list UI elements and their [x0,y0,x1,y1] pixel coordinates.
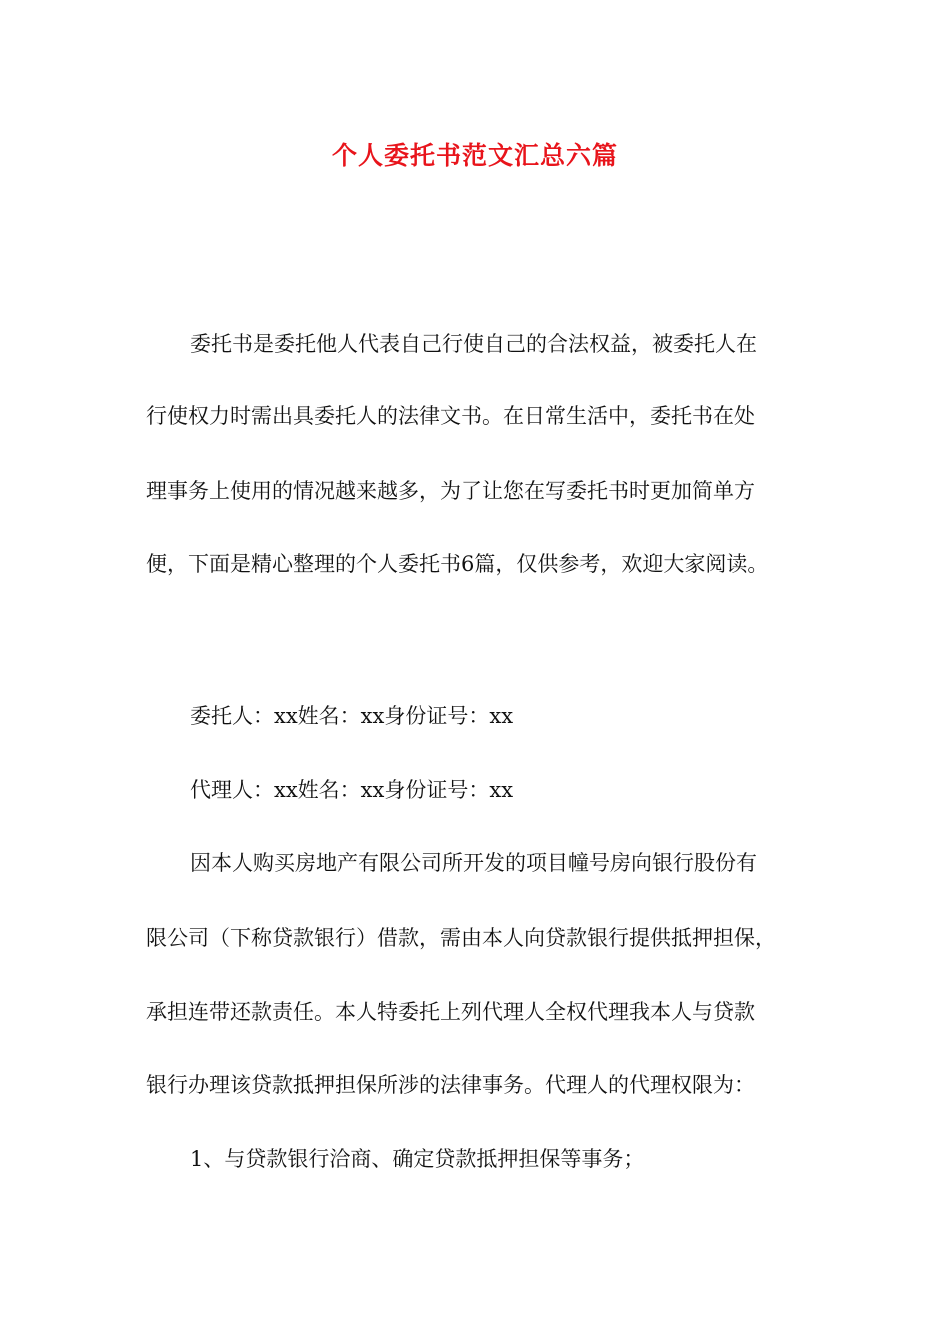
principal-info-line: 委托人：xx姓名：xx身份证号：xx [190,704,514,728]
intro-line-3: 理事务上使用的情况越来越多，为了让您在写委托书时更加简单方 [146,479,755,503]
document-title: 个人委托书范文汇总六篇 [331,141,618,170]
intro-line-1: 委托书是委托他人代表自己行使自己的合法权益，被委托人在 [190,332,757,356]
body-line-2: 限公司（下称贷款银行）借款，需由本人向贷款银行提供抵押担保， [146,926,776,950]
authority-item-1: 1、与贷款银行洽商、确定贷款抵押担保等事务； [190,1147,645,1171]
body-line-3: 承担连带还款责任。本人特委托上列代理人全权代理我本人与贷款 [146,1000,755,1024]
body-line-1: 因本人购买房地产有限公司所开发的项目幢号房向银行股份有 [190,851,757,875]
body-line-4: 银行办理该贷款抵押担保所涉的法律事务。代理人的代理权限为： [146,1073,755,1097]
intro-line-2: 行使权力时需出具委托人的法律文书。在日常生活中，委托书在处 [146,404,755,428]
intro-line-4: 便，下面是精心整理的个人委托书6篇，仅供参考，欢迎大家阅读。 [146,552,769,576]
agent-info-line: 代理人：xx姓名：xx身份证号：xx [190,778,514,802]
